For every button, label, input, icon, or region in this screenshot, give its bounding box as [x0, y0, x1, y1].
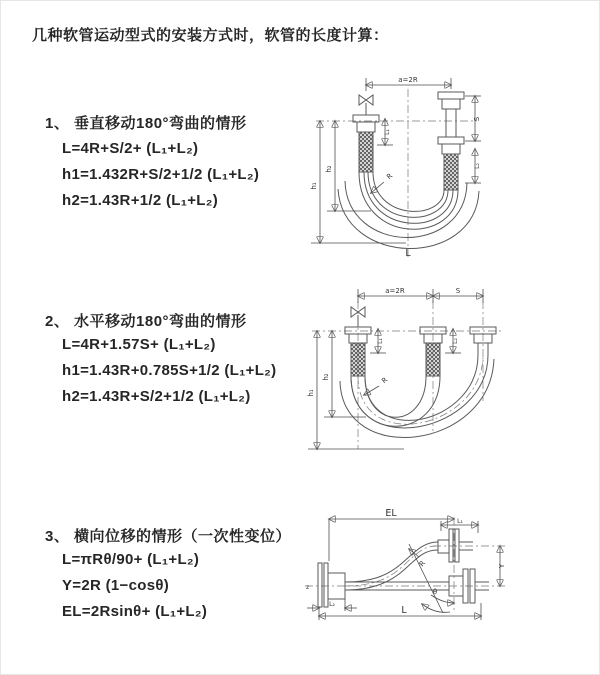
end-mark: z [306, 584, 310, 591]
radius-label [364, 376, 389, 395]
dimension-L [319, 603, 481, 620]
upper-flange-fitting [438, 529, 473, 562]
valve-icon [359, 95, 373, 115]
section-1-formula-h2: h2=1.43R+1/2 (L₁+L₂) [62, 192, 219, 209]
svg-text:θ: θ [432, 588, 438, 596]
dimension-EL [329, 508, 454, 561]
length-label: L [405, 248, 411, 259]
svg-text:L₂: L₂ [474, 163, 481, 169]
section-2-formula-h1: h1=1.43R+0.785S+1/2 (L₁+L₂) [62, 362, 277, 379]
dimension-L2 [307, 599, 357, 611]
valve-icon [351, 307, 365, 327]
right-pipe-fitting [438, 92, 464, 190]
diagram-vertical-180-bend [307, 71, 579, 263]
svg-text:EL: EL [385, 508, 397, 519]
section-2-heading: 2、 水平移动180°弯曲的情形 [45, 313, 247, 330]
dimension-S [465, 96, 481, 141]
svg-text:R: R [417, 559, 428, 569]
section-1-formula-h1: h1=1.432R+S/2+1/2 (L₁+L₂) [62, 166, 260, 183]
page-title: 几种软管运动型式的安装方式时，软管的长度计算： [32, 27, 389, 44]
dimension-L1 [370, 329, 386, 353]
svg-text:h₂: h₂ [325, 165, 333, 173]
svg-text:S: S [473, 116, 481, 122]
dimension-a2R [358, 287, 483, 303]
svg-text:h₁: h₁ [307, 389, 315, 397]
dimension-a2R [366, 76, 451, 91]
section-2-formula-h2: h2=1.43R+S/2+1/2 (L₁+L₂) [62, 388, 251, 405]
svg-text:L: L [401, 605, 407, 616]
dimension-L2 [445, 329, 461, 353]
svg-text:L₂: L₂ [452, 338, 459, 344]
svg-text:R: R [380, 375, 390, 386]
radius-label [409, 549, 427, 568]
section-3-formula-Y: Y=2R (1−cosθ) [62, 577, 170, 594]
left-pipe-fitting [345, 327, 371, 376]
dimension-L1 [377, 119, 393, 145]
svg-text:a=2R: a=2R [398, 76, 418, 84]
svg-text:S: S [455, 287, 461, 295]
svg-text:L₁: L₁ [377, 338, 384, 344]
dimension-Y [498, 546, 506, 586]
svg-text:R: R [385, 171, 395, 182]
section-1-heading: 1、 垂直移动180°弯曲的情形 [45, 115, 247, 132]
dimension-S [433, 287, 483, 296]
section-3-formula-L: L=πRθ/90+ (L₁+L₂) [62, 551, 200, 568]
section-3-heading: 3、 横向位移的情形（一次性变位） [45, 528, 292, 545]
middle-pipe-fitting [420, 327, 446, 376]
diagram-lateral-displacement [303, 499, 600, 631]
section-3-formula-EL: EL=2Rsinθ+ (L₁+L₂) [62, 603, 208, 620]
svg-text:Y: Y [498, 563, 506, 569]
left-pipe-fitting [353, 115, 379, 172]
section-1-formula-L: L=4R+S/2+ (L₁+L₂) [62, 140, 199, 157]
svg-text:h₂: h₂ [322, 373, 330, 381]
section-2-formula-L: L=4R+1.57S+ (L₁+L₂) [62, 336, 216, 353]
svg-text:a=2R: a=2R [385, 287, 405, 295]
dimension-L2 [465, 149, 481, 183]
svg-text:h₁: h₁ [310, 182, 318, 190]
svg-text:L₁: L₁ [384, 129, 391, 135]
diagram-horizontal-180-bend [304, 281, 596, 459]
svg-text:L₂: L₂ [329, 601, 335, 608]
svg-text:L₁: L₁ [457, 518, 463, 525]
